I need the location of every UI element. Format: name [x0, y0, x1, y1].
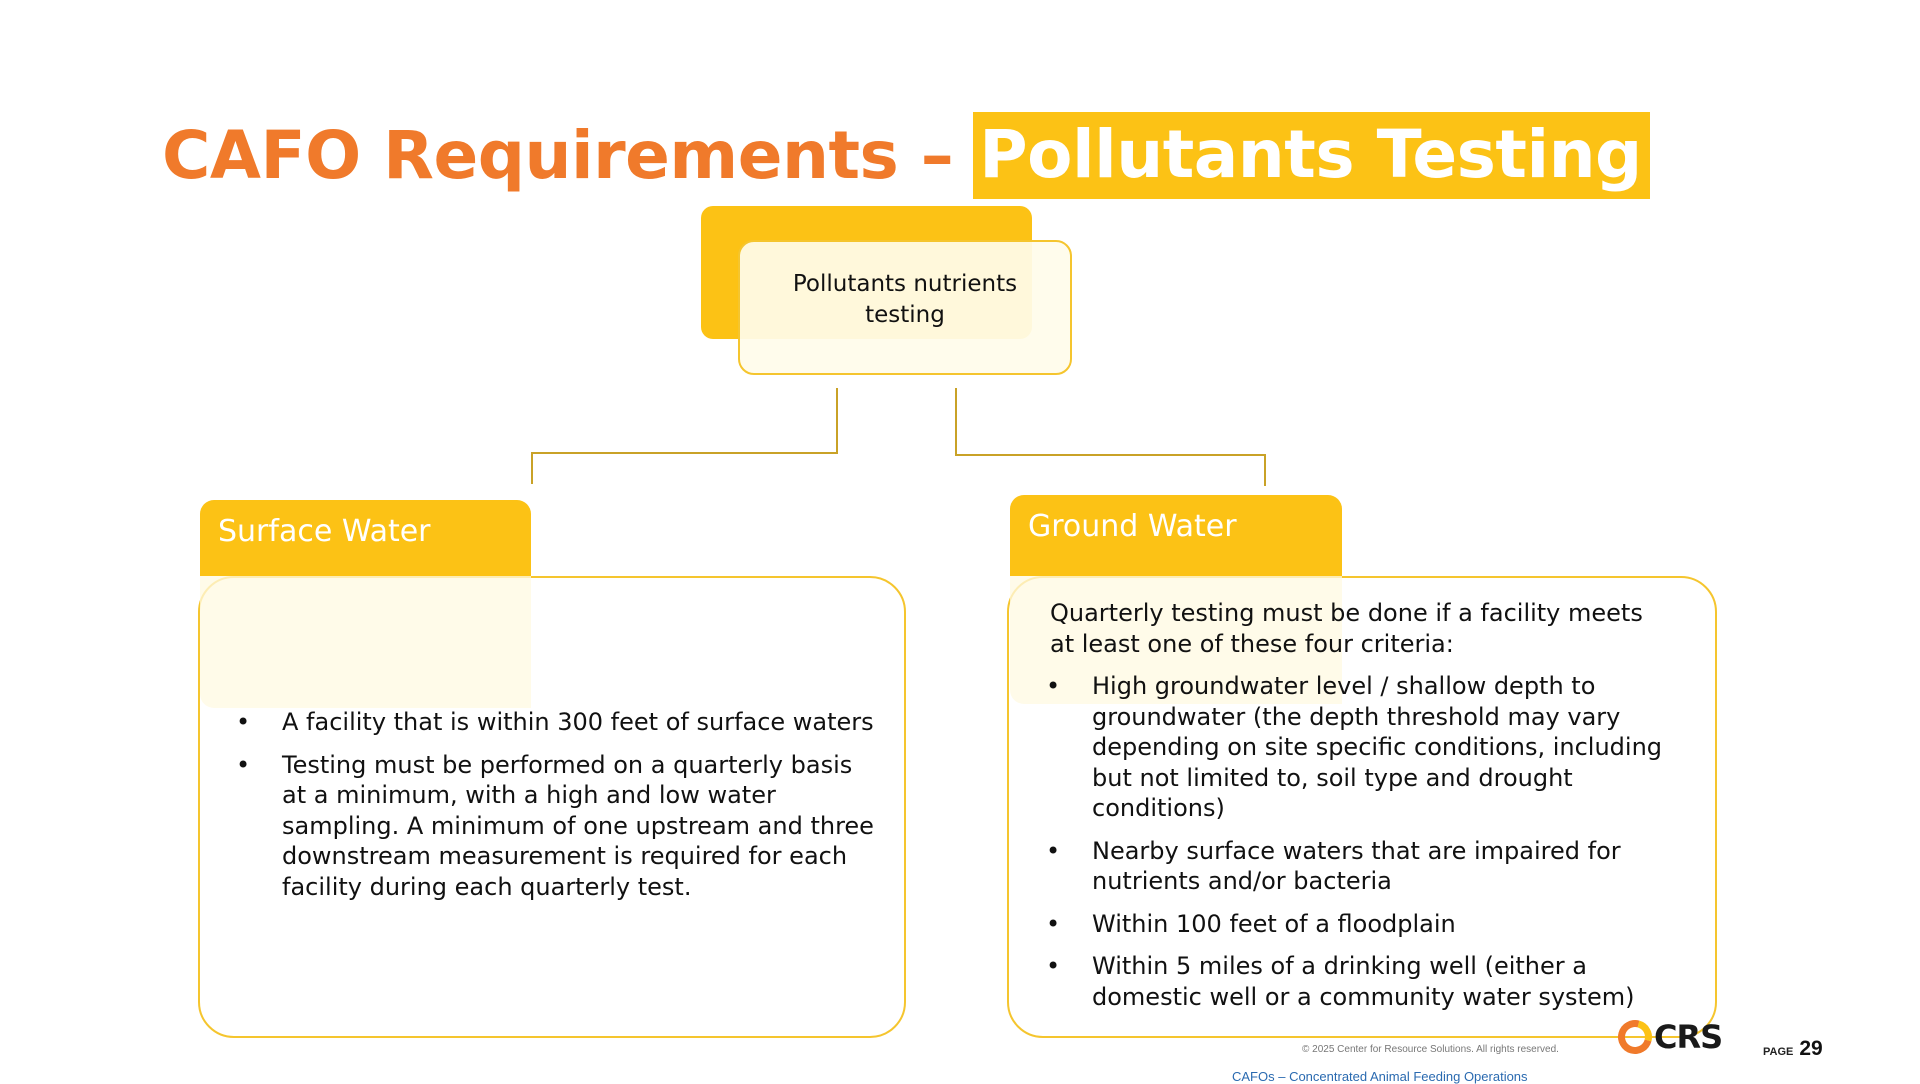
connector-right-vertical-top	[955, 388, 957, 456]
ground-water-header	[1010, 495, 1342, 576]
page-indicator	[1763, 1037, 1823, 1061]
copyright-notice: © 2025 Center for Resource Solutions. All rights reserved.	[1302, 1044, 1559, 1055]
surface-water-list	[236, 707, 876, 914]
list-item-text: Within 100 feet of a floodplain	[1092, 909, 1456, 938]
page-label: PAGE	[1763, 1046, 1794, 1058]
title-main-text: CAFO Requirements –	[162, 116, 954, 194]
connector-left-vertical-top	[836, 388, 838, 454]
list-item	[236, 750, 876, 903]
surface-water-header-shade	[200, 576, 531, 708]
top-node-card	[738, 240, 1072, 375]
bullet-marker: •	[236, 750, 251, 779]
list-item	[1046, 836, 1664, 897]
ground-water-list	[1046, 671, 1664, 1024]
list-item	[1046, 671, 1664, 824]
ground-water-intro: Quarterly testing must be done if a facility meets at least one of these four criteria:	[1050, 599, 1643, 658]
connector-left-horizontal	[531, 452, 838, 454]
list-item	[1046, 951, 1664, 1012]
list-item-text: High groundwater level / shallow depth to groundwater (the depth threshold may vary depending on site specific conditions, including but not limited to, soil type and drought conditions)	[1092, 672, 1663, 822]
ground-water-header-label: Ground Water	[1028, 509, 1237, 544]
slide-title	[162, 108, 1650, 202]
bullet-marker: •	[1046, 836, 1061, 865]
crs-logo-ring-icon	[1612, 1014, 1658, 1060]
list-item	[236, 707, 876, 738]
list-item-text: Within 5 miles of a drinking well (either a domestic well or a community water system)	[1092, 952, 1635, 1011]
connector-left-vertical-bottom	[531, 452, 533, 484]
connector-right-vertical-bottom	[1264, 454, 1266, 486]
page-number: 29	[1799, 1037, 1823, 1060]
surface-water-header-label: Surface Water	[218, 514, 431, 549]
footnote: CAFOs – Concentrated Animal Feeding Operations	[1232, 1069, 1528, 1084]
crs-logo-text: CRS	[1654, 1018, 1723, 1056]
list-item	[1046, 909, 1664, 940]
crs-logo	[1618, 1018, 1722, 1056]
connector-right-horizontal	[955, 454, 1266, 456]
list-item-text: A facility that is within 300 feet of surface waters	[282, 708, 874, 736]
bullet-marker: •	[1046, 672, 1061, 700]
bullet-marker: •	[1046, 952, 1061, 980]
bullet-marker: •	[236, 708, 251, 736]
top-node-label: Pollutants nutrients testing	[792, 270, 1018, 328]
list-item-text: Testing must be performed on a quarterly basis at a minimum, with a high and low water sampling. A minimum of one upstream and three downstream measurement is required for each facility during each quarterly test.	[282, 750, 874, 901]
surface-water-header	[200, 500, 531, 576]
title-highlight-text: Pollutants Testing	[973, 112, 1650, 199]
list-item-text: Nearby surface waters that are impaired for nutrients and/or bacteria	[1092, 836, 1621, 895]
bullet-marker: •	[1046, 909, 1061, 938]
